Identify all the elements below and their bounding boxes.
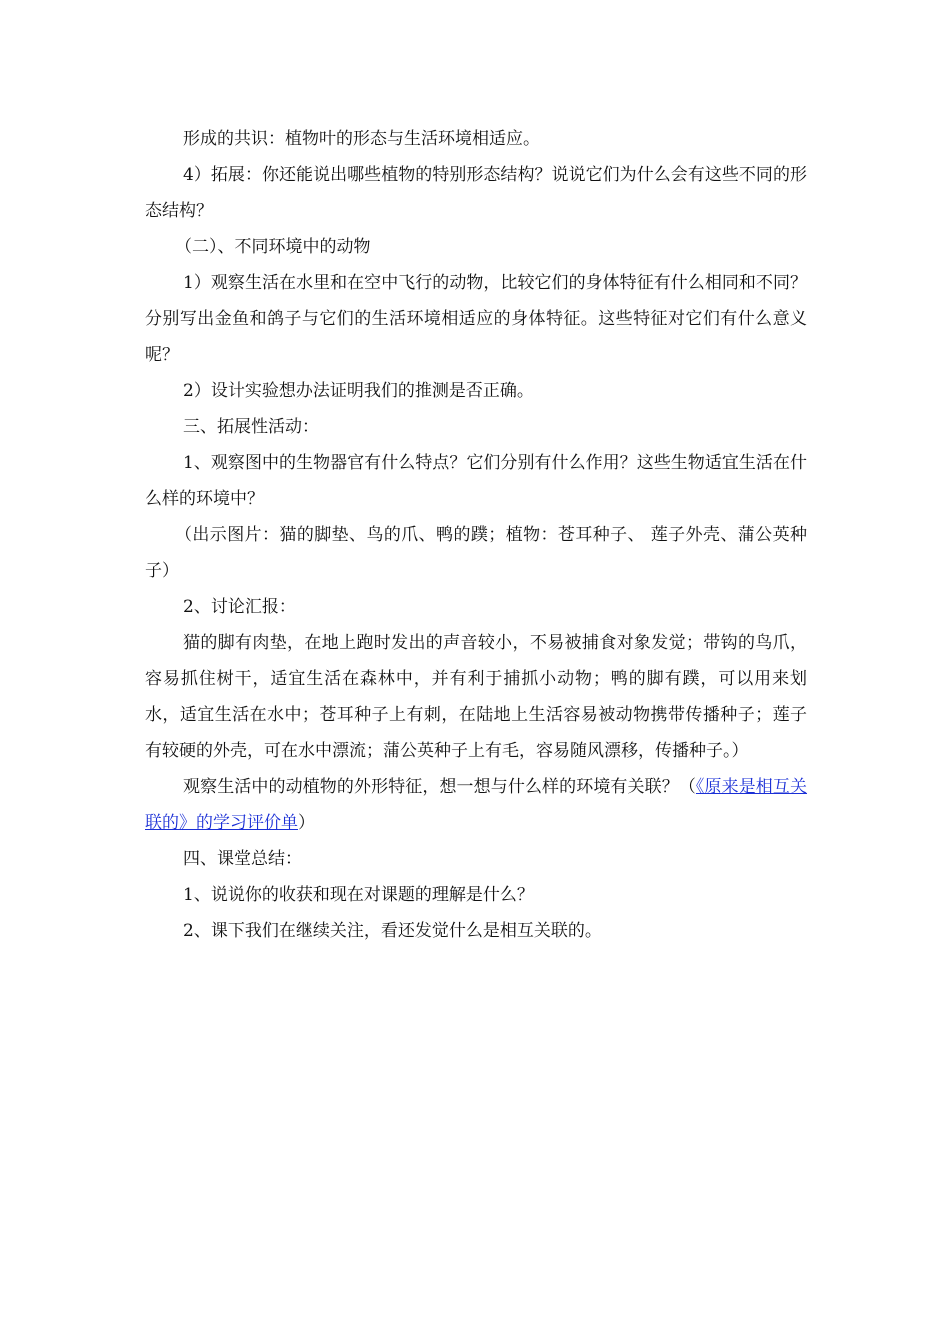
paragraph-summary-gains: 1、说说你的收获和现在对课题的理解是什么？: [183, 885, 534, 905]
section-heading-extended-activity: 三、拓展性活动：: [183, 417, 319, 437]
paragraph-summary-continue: 2、课下我们在继续关注，看还发觉什么是相互关联的。: [183, 921, 602, 941]
paragraph-discussion-heading: 2、讨论汇报：: [183, 597, 296, 617]
paragraph-design-experiment: 2）设计实验想办法证明我们的推测是否正确。: [183, 381, 534, 401]
paragraph-discussion-content: 猫的脚有肉垫，在地上跑时发出的声音较小，不易被捕食对象发觉；带钩的鸟爪，容易抓住树干，适宜生活在森林中，并有利于捕抓小动物；鸭的脚有蹼，可以用来划水，适宜生活在水中；苍耳种子上有刺，在陆地上生活容易被动物携带传播种子；莲子有较硬的外壳，可在水中漂流；蒲公英种子上有毛，容易随风漂移，传播种子。）: [145, 633, 807, 761]
paragraph-observe-features: [145, 769, 807, 841]
paragraph-observe-animals: 1）观察生活在水里和在空中飞行的动物，比较它们的身体特征有什么相同和不同？分别写出金鱼和鸽子与它们的生活环境相适应的身体特征。这些特征对它们有什么意义呢？: [145, 273, 807, 365]
section-heading-summary: 四、课堂总结：: [183, 849, 302, 869]
section-heading-animals: （二）、不同环境中的动物: [175, 237, 371, 257]
paragraph-show-pictures: （出示图片：猫的脚垫、鸟的爪、鸭的蹼；植物：苍耳种子、 莲子外壳、蒲公英种子）: [145, 525, 807, 581]
evaluation-sheet-link[interactable]: 《原来是相互关联的》的学习评价单: [145, 777, 808, 833]
observe-features-close: ）: [298, 813, 315, 833]
paragraph-observe-organs: 1、观察图中的生物器官有什么特点？它们分别有什么作用？这些生物适宜生活在什么样的环境中？: [145, 453, 807, 509]
paragraph-consensus: 形成的共识：植物叶的形态与生活环境相适应。: [183, 129, 540, 149]
document-body: [145, 121, 807, 949]
paragraph-extension: 4）拓展：你还能说出哪些植物的特别形态结构？说说它们为什么会有这些不同的形态结构？: [145, 165, 807, 221]
observe-features-text: 观察生活中的动植物的外形特征，想一想与什么样的环境有关联？（: [183, 777, 696, 797]
